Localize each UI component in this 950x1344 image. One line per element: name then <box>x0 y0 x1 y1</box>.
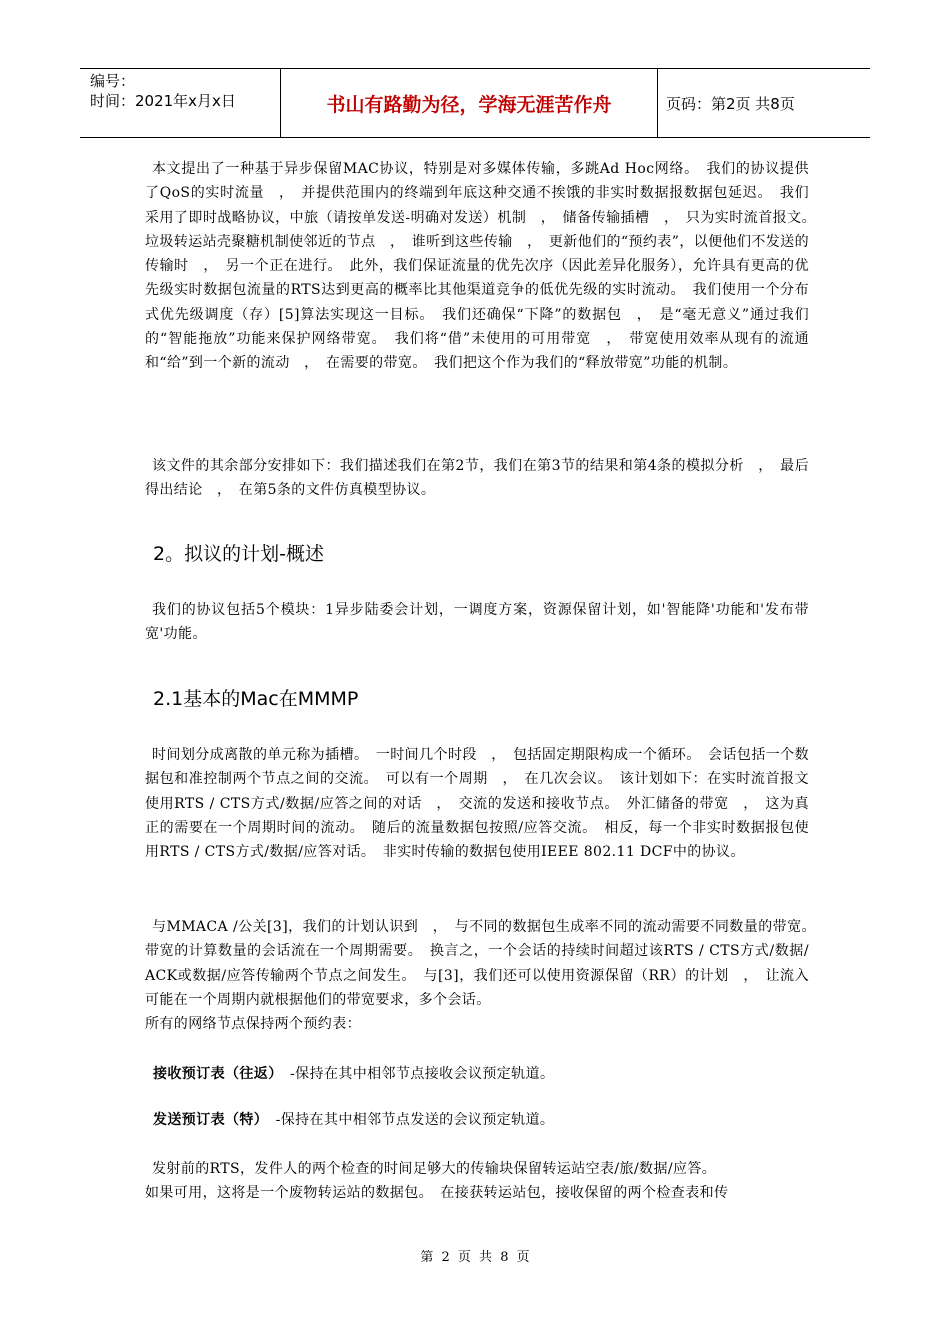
paragraph-modules <box>145 598 809 647</box>
header-meta <box>80 69 281 137</box>
term-definition: -保持在其中相邻节点接收会议预定轨道。 <box>275 1066 555 1082</box>
header-page-number: 页码：第2页 共8页 <box>666 94 795 113</box>
paragraph-receive-table <box>153 1062 817 1086</box>
term-definition: -保持在其中相邻节点发送的会议预定轨道。 <box>261 1112 555 1128</box>
header-motto: 书山有路勤为径，学海无涯苦作舟 <box>281 69 658 137</box>
paragraph-mmaca <box>145 915 824 1036</box>
page-header <box>80 68 870 138</box>
term-receive-table: 接收预订表（往返） <box>153 1066 276 1082</box>
paragraph-intro <box>145 157 824 376</box>
header-number: 编号： <box>90 72 136 90</box>
paragraph-rts <box>145 1157 809 1206</box>
paragraph-slots <box>145 743 809 864</box>
paragraph-text: 发射前的RTS，发件人的两个检查的时间足够大的传输块保留转运站空表/旅/数据/应答。 <box>152 1161 717 1177</box>
paragraph-text: 我们的协议包括5个模块：1异步陆委会计划，一调度方案，资源保留计划，如'智能降'功能和'发布带宽'功能。 <box>145 602 809 643</box>
paragraph-text: 该文件的其余部分安排如下：我们描述我们在第2节，我们在第3节的结果和第4条的模拟分析 ， 最后得出结论 ， 在第5条的文件仿真模型协议。 <box>145 458 809 499</box>
page-footer: 第 2 页 共 8 页 <box>420 1250 530 1265</box>
paragraph-send-table <box>153 1108 817 1132</box>
paragraph-text: 本文提出了一种基于异步保留MAC协议，特别是对多媒体传输，多跳Ad Hoc网络。 我们的协议提供了QoS的实时流量 ， 并提供范围内的终端到年底这种交通不挨饿的非实时数据报数据包延迟。 我们采用了即时战略协议，中旅（请按单发送-明确对发送）机制 ， 储备传输插槽 ， 只为实时流首报文。 垃圾转运站壳聚糖机制使邻近的节点 ， 谁听到这些传输 ， 更新他们的“预约表”，以便他们不发送的传输时 ， 另一个正在进行。 此外，我们保证流量的优先次序（因此差异化服务），允许具有更高的优先级实时数据包流量的RTS达到更高的概率比其他渠道竞争的低优先级的实时流动。 我们使用一个分布式优先级调度（存）[5]算法实现这一目标。 我们还确保“下降”的数据包 ， 是“毫无意义”通过我们的“智能拖放”功能来保护网络带宽。 我们将“借”未使用的可用带宽 ， 带宽使用效率从现有的流通和“给”到一个新的流动 ， 在需要的带宽。 我们把这个作为我们的“释放带宽”功能的机制。 <box>145 161 824 372</box>
section-heading-2: 2。拟议的计划-概述 <box>153 543 324 565</box>
term-send-table: 发送预订表（特） <box>153 1112 262 1128</box>
paragraph-text: 如果可用，这将是一个废物转运站的数据包。 在接获转运站包，接收保留的两个检查表和传 <box>145 1185 729 1202</box>
paragraph-outline <box>145 454 809 503</box>
paragraph-text: 所有的网络节点保持两个预约表： <box>145 1016 361 1033</box>
section-heading-2-1: 2.1基本的Mac在MMMP <box>153 688 359 710</box>
paragraph-text: 与MMACA /公关[3]，我们的计划认识到 ， 与不同的数据包生成率不同的流动需要不同数量的带宽。 带宽的计算数量的会话流在一个周期需要。 换言之，一个会话的持续时间超过该RTS / CTS方式/数据/ ACK或数据/应答传输两个节点之间发生。 与[3]，我们还可以使用资源保留（RR）的计划 ， 让流入可能在一个周期内就根据他们的带宽要求，多个会话。 <box>145 919 824 1008</box>
header-time: 时间：2021年x月x日 <box>90 92 236 110</box>
paragraph-text: 时间划分成离散的单元称为插槽。 一时间几个时段 ， 包括固定期限构成一个循环。 会话包括一个数据包和准控制两个节点之间的交流。 可以有一个周期 ， 在几次会议。 该计划如下：在实时流首报文使用RTS / CTS方式/数据/应答之间的对话 ， 交流的发送和接收节点。 外汇储备的带宽 ， 这为真正的需要在一个周期时间的流动。 随后的流量数据包按照/应答交流。 相反，每一个非实时数据报包使用RTS / CTS方式/数据/应答对话。 非实时传输的数据包使用IEEE 802.11 DCF中的协议。 <box>145 747 809 861</box>
